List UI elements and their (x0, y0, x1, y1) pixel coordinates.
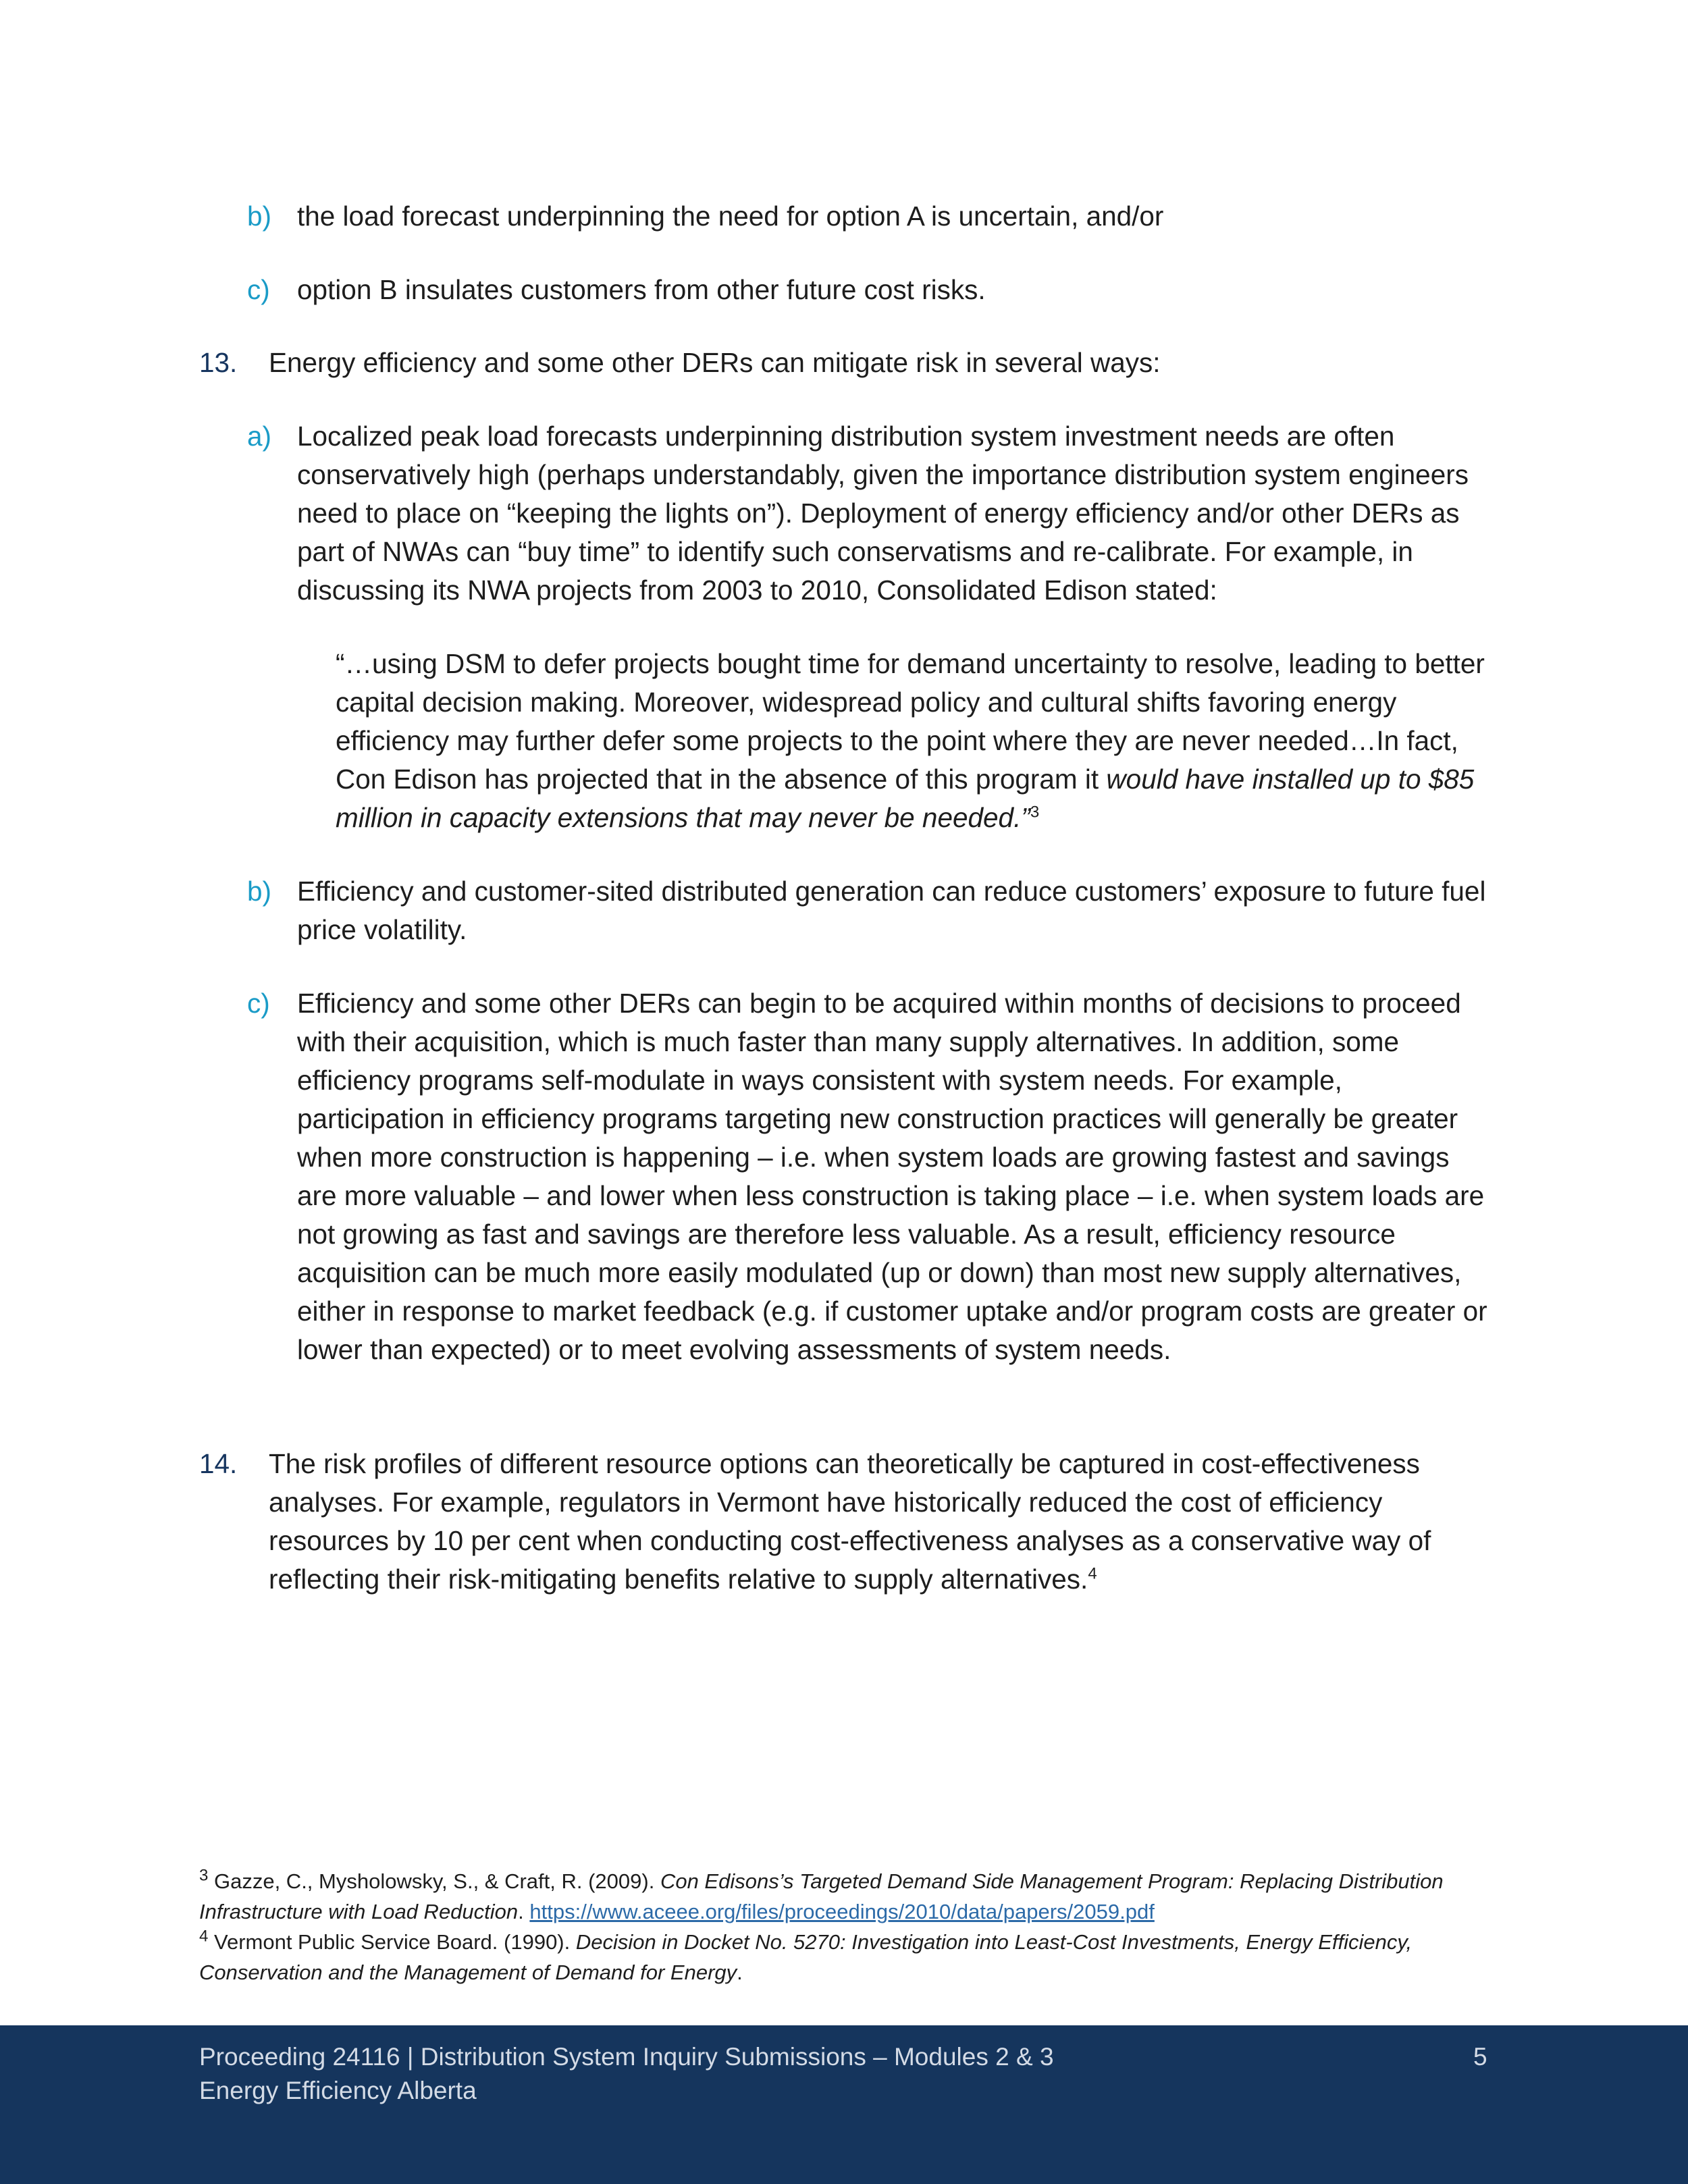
paragraph-number: 13. (199, 347, 238, 378)
list-marker: a) (247, 421, 272, 452)
list-text: option B insulates customers from other future cost risks. (297, 274, 986, 305)
footer-proceeding: Proceeding 24116 | Distribution System Inquiry Submissions – Modules 2 & 3 (199, 2043, 1054, 2071)
footnote-ref-3: 3 (1030, 803, 1040, 822)
footnote-ref-4: 4 (1088, 1564, 1097, 1583)
list-marker: c) (247, 274, 270, 305)
paragraph-number: 14. (199, 1448, 238, 1479)
list-marker: c) (247, 988, 270, 1019)
footnote-number: 3 (199, 1866, 209, 1885)
footnote-number: 4 (199, 1927, 209, 1946)
footnote-3: $^3$ Gazze, C., Mysholowsky, S., & Craft, R. (2009). Con Edisons’s Targeted Demand Side Management Program: Replacing Distribution Infrastructure with Load Reduction. https://www.aceee.org/files/proceedings/2010/data/papers/2059.pdf (199, 1866, 1444, 1923)
list-marker: b) (247, 201, 272, 232)
paragraph-text: Energy efficiency and some other DERs can mitigate risk in several ways: (269, 347, 1161, 378)
list-text: Localized peak load forecasts underpinning distribution system investment needs are often conservatively high (perhaps understandably, given the importance distribution system engineers need to place on “keeping the lights on”). Deployment of energy efficiency and/or other DERs as part of NWAs can “buy time” to identify such conservatisms and re-calibrate. For example, in discussing its NWA projects from 2003 to 2010, Consolidated Edison stated: (297, 421, 1469, 606)
paragraph-text: The risk profiles of different resource options can theoretically be captured in cost-effectiveness analyses. For example, regulators in Vermont have historically reduced the cost of efficiency resources by 10 per cent when conducting cost-effectiveness analyses as a conservative way of reflecting their risk-mitigating benefits relative to supply alternatives.$^4$ (269, 1448, 1431, 1595)
list-text: the load forecast underpinning the need for option A is uncertain, and/or (297, 201, 1164, 232)
footnote-4: $^4$ Vermont Public Service Board. (1990). Decision in Docket No. 5270: Investigation into Least-Cost Investments, Energy Efficiency, Conservation and the Management of Demand for Energy. (199, 1927, 1413, 1984)
quote-text: “…using DSM to defer projects bought time for demand uncertainty to resolve, leading to better capital decision making. Moreover, widespread policy and cultural shifts favoring energy efficiency may further defer some projects to the point where they are never needed…In fact, Con Edison has projected that in the absence of this program it (336, 648, 1485, 795)
page-footer (0, 2025, 1688, 2184)
block-quote (336, 645, 1490, 837)
page-number: 5 (1473, 2043, 1487, 2071)
list-text: Efficiency and some other DERs can begin to be acquired within months of decisions to proceed with their acquisition, which is much faster than many supply alternatives. In addition, some efficiency programs self-modulate in ways consistent with system needs. For example, participation in efficiency programs targeting new construction practices will generally be greater when more construction is happening – i.e. when system loads are growing fastest and savings are more valuable – and lower when less construction is taking place – i.e. when system loads are not growing as fast and savings are therefore less valuable. As a result, efficiency resource acquisition can be much more easily modulated (up or down) than most new supply alternatives, either in response to market feedback (e.g. if customer uptake and/or program costs are greater or lower than expected) or to meet evolving assessments of system needs. (297, 988, 1487, 1365)
footnote-link[interactable]: https://www.aceee.org/files/proceedings/2010/data/papers/2059.pdf (529, 1900, 1155, 1923)
list-text: Efficiency and customer-sited distributed generation can reduce customers’ exposure to future fuel price volatility. (297, 876, 1486, 945)
footer-organization: Energy Efficiency Alberta (199, 2077, 477, 2104)
list-marker: b) (247, 876, 272, 907)
quote-italic-text: would have installed up to $85 million in capacity extensions that may never be needed.” (336, 764, 1475, 833)
footnotes (199, 1866, 1516, 1988)
